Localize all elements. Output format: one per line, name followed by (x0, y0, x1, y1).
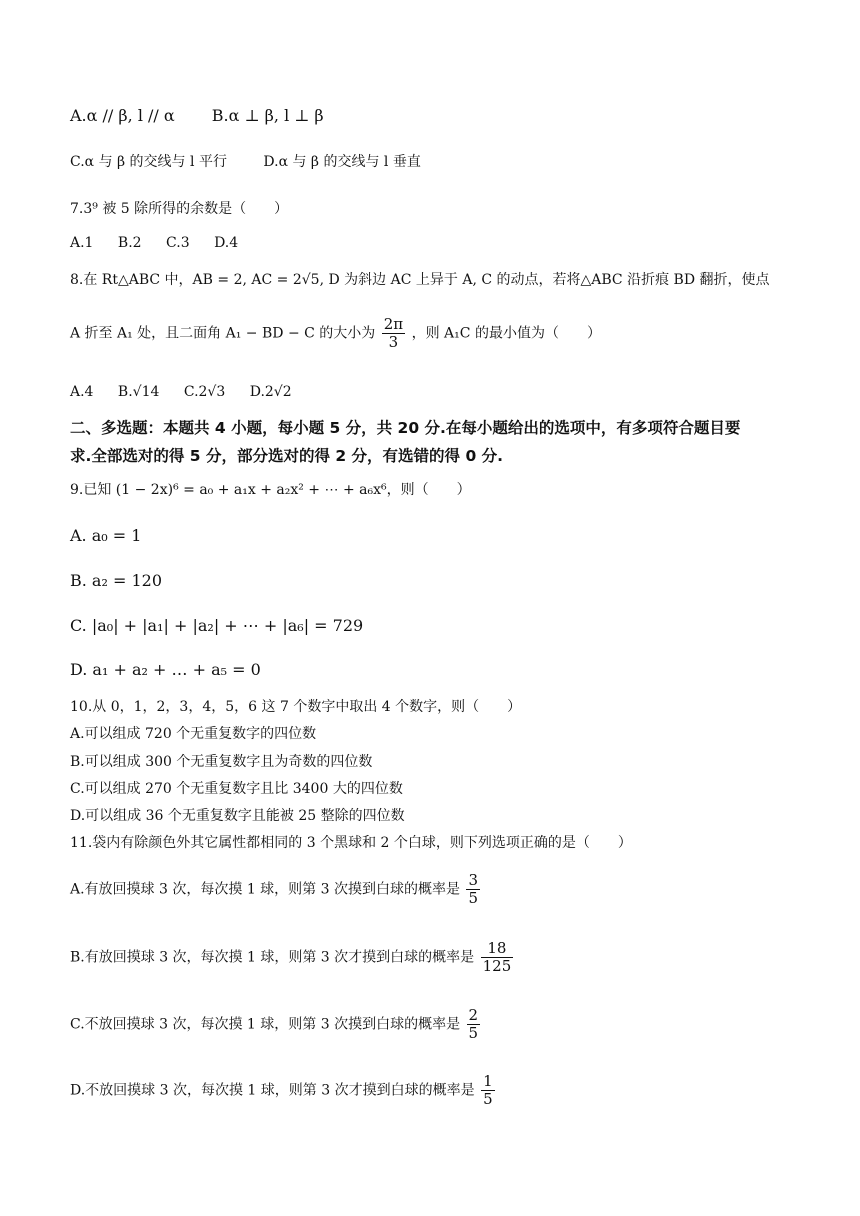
q7-option-b: B.2 (117, 235, 142, 251)
q8-fraction (382, 316, 405, 351)
q8-option-c: C.2√3 (183, 384, 226, 400)
q11-option-c-fraction (467, 1007, 481, 1042)
section2-heading-line2: 求.全部选对的得 5 分，部分选对的得 2 分，有选错的得 0 分. (70, 447, 504, 465)
q9-stem: 9.已知 (1 − 2x)⁶ = a₀ + a₁x + a₂x² + ⋯ + a₆x⁶，则（ ） (70, 482, 471, 498)
q8-line2-after: ，则 A₁C 的最小值为（ ） (411, 325, 601, 342)
q11-option-d-text: D.不放回摸球 3 次，每次摸 1 球，则第 3 次才摸到白球的概率是 (70, 1082, 475, 1099)
q10-option-a: A.可以组成 720 个无重复数字的四位数 (70, 726, 317, 742)
q10-stem: 10.从 0，1，2，3，4，5，6 这 7 个数字中取出 4 个数字，则（ ） (70, 699, 522, 715)
q9-option-b: B. a₂ = 120 (70, 571, 162, 590)
q7-option-d: D.4 (214, 235, 239, 251)
q8-stem-line2 (70, 316, 601, 351)
q11-option-a (70, 872, 482, 907)
q11-option-a-num: 3 (468, 871, 478, 889)
q7-option-c: C.3 (166, 235, 190, 251)
q10-option-d: D.可以组成 36 个无重复数字且能被 25 整除的四位数 (70, 808, 405, 824)
q11-option-c (70, 1007, 482, 1042)
q10-option-c: C.可以组成 270 个无重复数字且比 3400 大的四位数 (70, 781, 403, 797)
q8-frac-den: 3 (388, 333, 399, 351)
q11-option-b (70, 940, 515, 975)
q10-option-b: B.可以组成 300 个无重复数字且为奇数的四位数 (70, 754, 373, 770)
q6-option-a: A.α // β, l // α (70, 106, 175, 125)
q11-option-c-text: C.不放回摸球 3 次，每次摸 1 球，则第 3 次摸到白球的概率是 (70, 1016, 461, 1033)
q11-option-d-num: 1 (483, 1072, 493, 1090)
q11-option-b-text: B.有放回摸球 3 次，每次摸 1 球，则第 3 次才摸到白球的概率是 (70, 949, 475, 966)
q6-option-b: B.α ⊥ β, l ⊥ β (211, 106, 324, 125)
q8-frac-num: 2π (383, 315, 404, 333)
q9-option-c: C. |a₀| + |a₁| + |a₂| + ⋯ + |a₆| = 729 (70, 616, 364, 635)
section2-heading-line1: 二、多选题：本题共 4 小题，每小题 5 分，共 20 分.在每小题给出的选项中，有多项符合题目要 (70, 419, 741, 437)
q7-stem: 7.3⁹ 被 5 除所得的余数是（ ） (70, 201, 289, 217)
q7-options (70, 233, 238, 253)
q9-option-d: D. a₁ + a₂ + … + a₅ = 0 (70, 660, 261, 679)
q8-stem-line1: 8.在 Rt△ABC 中，AB = 2, AC = 2√5, D 为斜边 AC 上异于 A, C 的动点，若将△ABC 沿折痕 BD 翻折，使点 (70, 272, 770, 288)
q8-option-d: D.2√2 (249, 384, 292, 400)
q8-option-a: A.4 (70, 384, 94, 400)
q11-option-a-fraction (466, 872, 480, 907)
q6-option-c: C.α 与 β 的交线与 l 平行 (70, 154, 227, 170)
q6-options-row1 (70, 106, 324, 126)
q11-option-b-den: 125 (482, 957, 512, 975)
q11-option-c-num: 2 (468, 1006, 479, 1024)
q8-line2-before: A 折至 A₁ 处，且二面角 A₁ − BD − C 的大小为 (70, 325, 376, 342)
q8-option-b: B.√14 (117, 384, 160, 400)
q9-option-a: A. a₀ = 1 (70, 526, 142, 545)
q11-option-b-num: 18 (481, 940, 514, 958)
q11-option-d-fraction (481, 1073, 495, 1108)
q11-option-a-text: A.有放回摸球 3 次，每次摸 1 球，则第 3 次摸到白球的概率是 (70, 881, 460, 898)
q11-option-a-den: 5 (468, 889, 478, 907)
q11-option-c-den: 5 (468, 1024, 479, 1042)
q6-option-d: D.α 与 β 的交线与 l 垂直 (263, 154, 421, 170)
q7-option-a: A.1 (70, 235, 94, 251)
q11-option-d (70, 1073, 497, 1108)
q11-option-d-den: 5 (483, 1090, 493, 1108)
q11-option-b-fraction (481, 940, 514, 975)
q11-stem: 11.袋内有除颜色外其它属性都相同的 3 个黑球和 2 个白球，则下列选项正确的是（ ） (70, 835, 632, 851)
q6-options-row2 (70, 152, 421, 172)
q8-options (70, 382, 292, 402)
